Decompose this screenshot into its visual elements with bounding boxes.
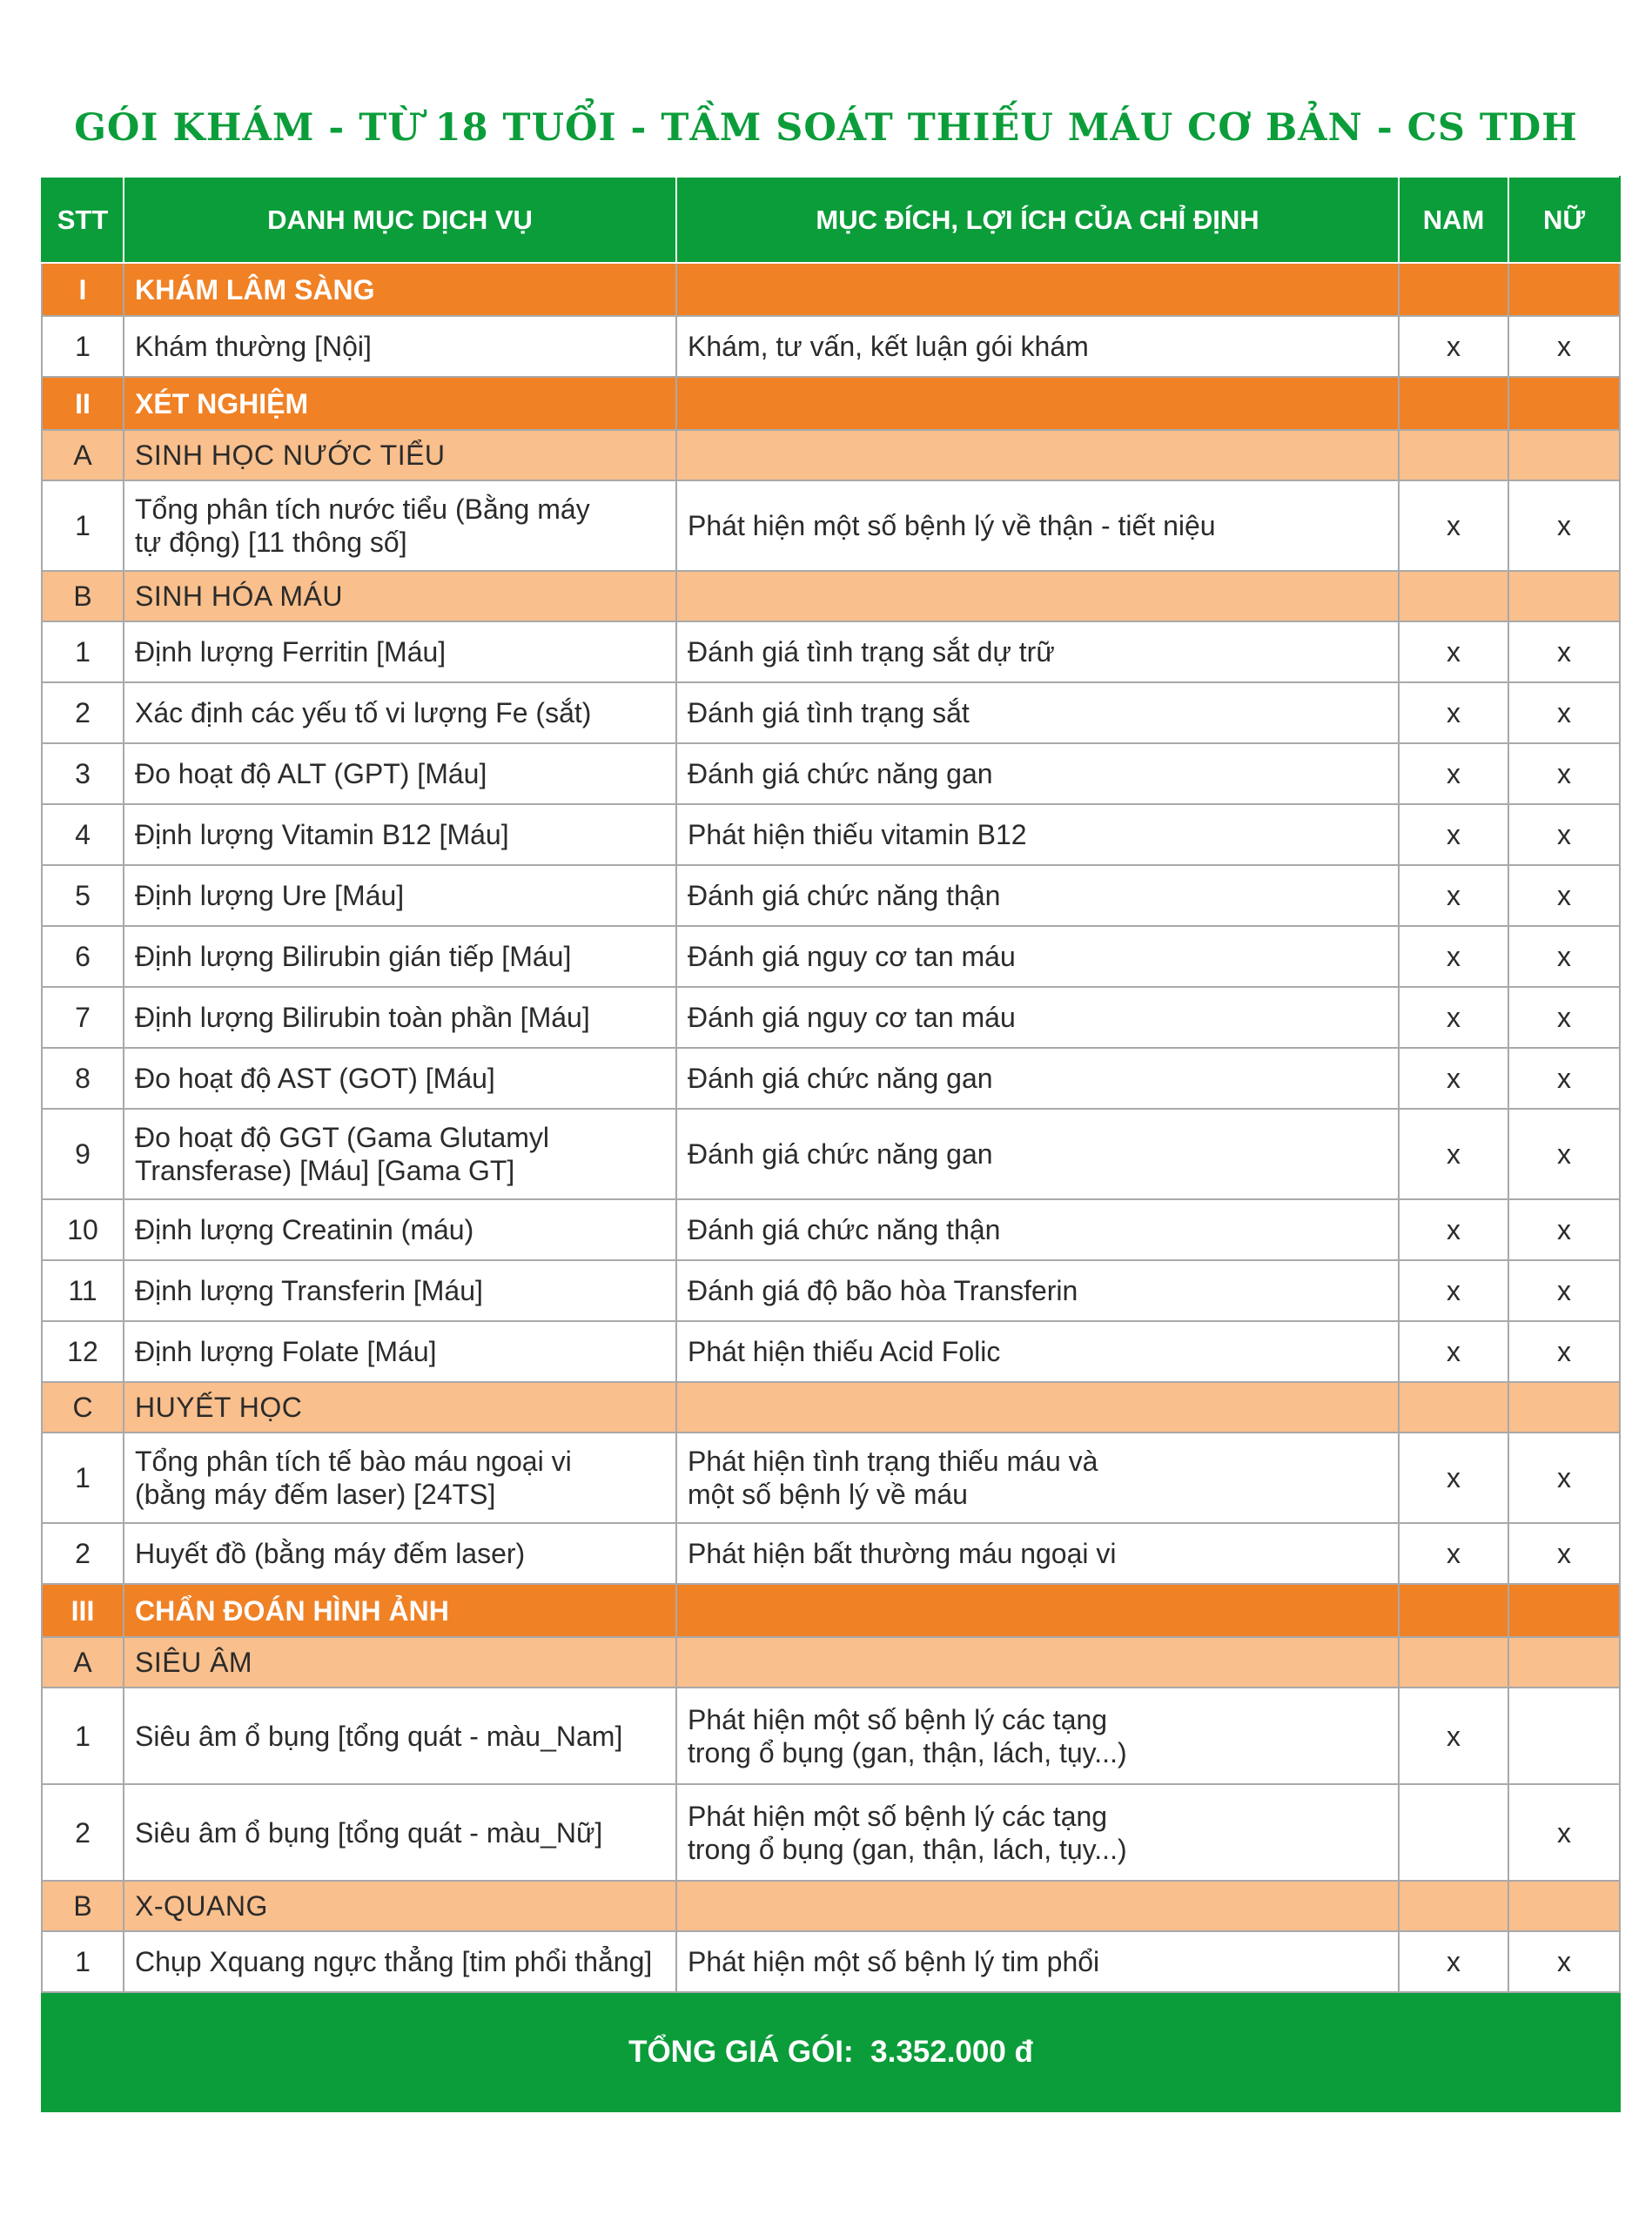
female-mark: x bbox=[1508, 1321, 1620, 1382]
service-purpose: Phát hiện bất thường máu ngoại vi bbox=[676, 1523, 1399, 1584]
female-mark: x bbox=[1508, 1523, 1620, 1584]
service-name: Đo hoạt độ AST (GOT) [Máu] bbox=[124, 1048, 676, 1109]
service-purpose: Đánh giá nguy cơ tan máu bbox=[676, 926, 1399, 987]
service-purpose bbox=[676, 1784, 1399, 1881]
table-row bbox=[42, 1109, 1620, 1199]
service-purpose: Đánh giá chức năng gan bbox=[676, 743, 1399, 804]
page-title: GÓI KHÁM - TỪ 18 TUỔI - TẦM SOÁT THIẾU MÁU CƠ BẢN - CS TDH bbox=[74, 106, 1578, 150]
service-name: Định lượng Bilirubin gián tiếp [Máu] bbox=[124, 926, 676, 987]
male-mark: x bbox=[1399, 1523, 1508, 1584]
male-mark: x bbox=[1399, 804, 1508, 865]
subsection-title: SIÊU ÂM bbox=[124, 1637, 676, 1688]
service-purpose: Đánh giá chức năng gan bbox=[676, 1109, 1399, 1199]
row-index: 3 bbox=[42, 743, 124, 804]
section-row bbox=[42, 263, 1620, 316]
female-mark: x bbox=[1508, 682, 1620, 743]
female-mark: x bbox=[1508, 743, 1620, 804]
service-purpose: Đánh giá chức năng thận bbox=[676, 1199, 1399, 1260]
row-index: 2 bbox=[42, 682, 124, 743]
package-table bbox=[41, 176, 1621, 2112]
service-purpose: Khám, tư vấn, kết luận gói khám bbox=[676, 316, 1399, 377]
service-purpose-line: trong ổ bụng (gan, thận, lách, tụy...) bbox=[688, 1833, 1127, 1865]
service-purpose: Đánh giá tình trạng sắt bbox=[676, 682, 1399, 743]
female-mark: x bbox=[1508, 1199, 1620, 1260]
table-row bbox=[42, 1321, 1620, 1382]
service-purpose-line: Phát hiện một số bệnh lý các tạng bbox=[688, 1703, 1108, 1735]
male-mark bbox=[1399, 1784, 1508, 1881]
row-index: 1 bbox=[42, 1433, 124, 1523]
header-purpose: MỤC ĐÍCH, LỢI ÍCH CỦA CHỈ ĐỊNH bbox=[676, 177, 1399, 263]
row-index: 6 bbox=[42, 926, 124, 987]
row-index: C bbox=[42, 1382, 124, 1433]
table-row bbox=[42, 743, 1620, 804]
female-mark: x bbox=[1508, 926, 1620, 987]
subsection-title: SINH HÓA MÁU bbox=[124, 571, 676, 621]
service-name-line: tự động) [11 thông số] bbox=[135, 527, 407, 558]
service-name-line: Transferase) [Máu] [Gama GT] bbox=[135, 1155, 515, 1186]
row-index: 1 bbox=[42, 1931, 124, 1992]
table-row bbox=[42, 804, 1620, 865]
service-purpose: Đánh giá chức năng gan bbox=[676, 1048, 1399, 1109]
table-row bbox=[42, 316, 1620, 377]
table-row bbox=[42, 987, 1620, 1048]
service-name-line: (bằng máy đếm laser) [24TS] bbox=[135, 1479, 496, 1510]
section-title: XÉT NGHIỆM bbox=[124, 377, 676, 430]
total-label: TỔNG GIÁ GÓI: bbox=[628, 2034, 854, 2069]
service-name: Định lượng Creatinin (máu) bbox=[124, 1199, 676, 1260]
empty-cell bbox=[676, 430, 1399, 480]
row-index: B bbox=[42, 1881, 124, 1931]
header-male: NAM bbox=[1399, 177, 1508, 263]
subsection-title: X-QUANG bbox=[124, 1881, 676, 1931]
service-name: Siêu âm ổ bụng [tổng quát - màu_Nữ] bbox=[124, 1784, 676, 1881]
row-index: III bbox=[42, 1584, 124, 1637]
empty-cell bbox=[1508, 1881, 1620, 1931]
row-index: 10 bbox=[42, 1199, 124, 1260]
row-index: 1 bbox=[42, 480, 124, 571]
male-mark: x bbox=[1399, 316, 1508, 377]
section-title: KHÁM LÂM SÀNG bbox=[124, 263, 676, 316]
service-purpose: Đánh giá chức năng thận bbox=[676, 865, 1399, 926]
empty-cell bbox=[676, 571, 1399, 621]
row-index: 2 bbox=[42, 1523, 124, 1584]
empty-cell bbox=[1508, 1637, 1620, 1688]
row-index: 11 bbox=[42, 1260, 124, 1321]
service-name-line: Đo hoạt độ GGT (Gama Glutamyl bbox=[135, 1122, 550, 1153]
female-mark: x bbox=[1508, 1109, 1620, 1199]
row-index: 7 bbox=[42, 987, 124, 1048]
table-row bbox=[42, 1784, 1620, 1881]
female-mark bbox=[1508, 1688, 1620, 1784]
table-row bbox=[42, 621, 1620, 682]
row-index: 5 bbox=[42, 865, 124, 926]
male-mark: x bbox=[1399, 1688, 1508, 1784]
header-stt: STT bbox=[42, 177, 124, 263]
empty-cell bbox=[1399, 263, 1508, 316]
table-header-row bbox=[42, 177, 1620, 263]
row-index: II bbox=[42, 377, 124, 430]
empty-cell bbox=[1399, 1881, 1508, 1931]
section-row bbox=[42, 1584, 1620, 1637]
female-mark: x bbox=[1508, 480, 1620, 571]
row-index: 4 bbox=[42, 804, 124, 865]
empty-cell bbox=[676, 1881, 1399, 1931]
empty-cell bbox=[676, 1382, 1399, 1433]
male-mark: x bbox=[1399, 621, 1508, 682]
female-mark: x bbox=[1508, 621, 1620, 682]
female-mark: x bbox=[1508, 987, 1620, 1048]
row-index: 9 bbox=[42, 1109, 124, 1199]
row-index: 8 bbox=[42, 1048, 124, 1109]
table-row bbox=[42, 1523, 1620, 1584]
service-name: Huyết đồ (bằng máy đếm laser) bbox=[124, 1523, 676, 1584]
service-name bbox=[124, 1109, 676, 1199]
row-index: 1 bbox=[42, 316, 124, 377]
table-row bbox=[42, 682, 1620, 743]
table-row bbox=[42, 480, 1620, 571]
service-purpose: Phát hiện một số bệnh lý tim phổi bbox=[676, 1931, 1399, 1992]
service-name: Định lượng Vitamin B12 [Máu] bbox=[124, 804, 676, 865]
header-female: NỮ bbox=[1508, 177, 1620, 263]
service-name: Đo hoạt độ ALT (GPT) [Máu] bbox=[124, 743, 676, 804]
empty-cell bbox=[1399, 1382, 1508, 1433]
service-name: Định lượng Bilirubin toàn phần [Máu] bbox=[124, 987, 676, 1048]
subsection-row bbox=[42, 1637, 1620, 1688]
empty-cell bbox=[676, 1637, 1399, 1688]
female-mark: x bbox=[1508, 1433, 1620, 1523]
header-service: DANH MỤC DỊCH VỤ bbox=[124, 177, 676, 263]
table-row bbox=[42, 1199, 1620, 1260]
empty-cell bbox=[1508, 571, 1620, 621]
male-mark: x bbox=[1399, 480, 1508, 571]
row-index: B bbox=[42, 571, 124, 621]
section-row bbox=[42, 377, 1620, 430]
service-name bbox=[124, 1433, 676, 1523]
service-purpose: Đánh giá tình trạng sắt dự trữ bbox=[676, 621, 1399, 682]
male-mark: x bbox=[1399, 1433, 1508, 1523]
male-mark: x bbox=[1399, 1109, 1508, 1199]
service-purpose: Phát hiện thiếu vitamin B12 bbox=[676, 804, 1399, 865]
empty-cell bbox=[1508, 1382, 1620, 1433]
service-name: Khám thường [Nội] bbox=[124, 316, 676, 377]
male-mark: x bbox=[1399, 743, 1508, 804]
service-name bbox=[124, 480, 676, 571]
subsection-title: SINH HỌC NƯỚC TIỂU bbox=[124, 430, 676, 480]
service-name: Định lượng Ferritin [Máu] bbox=[124, 621, 676, 682]
male-mark: x bbox=[1399, 865, 1508, 926]
service-name-line: Tổng phân tích nước tiểu (Bằng máy bbox=[135, 493, 590, 525]
total-price bbox=[42, 1992, 1620, 2111]
subsection-row bbox=[42, 571, 1620, 621]
subsection-row bbox=[42, 1881, 1620, 1931]
total-value: 3.352.000 đ bbox=[870, 2034, 1033, 2069]
table-row bbox=[42, 926, 1620, 987]
empty-cell bbox=[1399, 1637, 1508, 1688]
female-mark: x bbox=[1508, 1260, 1620, 1321]
service-purpose bbox=[676, 1433, 1399, 1523]
empty-cell bbox=[1508, 377, 1620, 430]
male-mark: x bbox=[1399, 987, 1508, 1048]
male-mark: x bbox=[1399, 682, 1508, 743]
table-row bbox=[42, 1688, 1620, 1784]
empty-cell bbox=[1508, 1584, 1620, 1637]
service-purpose-line: trong ổ bụng (gan, thận, lách, tụy...) bbox=[688, 1736, 1127, 1768]
row-index: 1 bbox=[42, 621, 124, 682]
table-row bbox=[42, 1048, 1620, 1109]
empty-cell bbox=[1508, 430, 1620, 480]
male-mark: x bbox=[1399, 1260, 1508, 1321]
empty-cell bbox=[1399, 377, 1508, 430]
empty-cell bbox=[676, 1584, 1399, 1637]
empty-cell bbox=[676, 377, 1399, 430]
male-mark: x bbox=[1399, 1931, 1508, 1992]
service-name: Định lượng Ure [Máu] bbox=[124, 865, 676, 926]
service-name: Siêu âm ổ bụng [tổng quát - màu_Nam] bbox=[124, 1688, 676, 1784]
male-mark: x bbox=[1399, 1199, 1508, 1260]
service-name: Chụp Xquang ngực thẳng [tim phổi thẳng] bbox=[124, 1931, 676, 1992]
row-index: 1 bbox=[42, 1688, 124, 1784]
empty-cell bbox=[1508, 263, 1620, 316]
subsection-row bbox=[42, 430, 1620, 480]
row-index: 2 bbox=[42, 1784, 124, 1881]
service-purpose: Phát hiện một số bệnh lý về thận - tiết niệu bbox=[676, 480, 1399, 571]
empty-cell bbox=[676, 263, 1399, 316]
service-purpose-line: Phát hiện tình trạng thiếu máu và bbox=[688, 1446, 1098, 1477]
male-mark: x bbox=[1399, 926, 1508, 987]
table-row bbox=[42, 865, 1620, 926]
male-mark: x bbox=[1399, 1321, 1508, 1382]
female-mark: x bbox=[1508, 865, 1620, 926]
row-index: A bbox=[42, 430, 124, 480]
table-row bbox=[42, 1433, 1620, 1523]
subsection-row bbox=[42, 1382, 1620, 1433]
service-name-line: Tổng phân tích tế bào máu ngoại vi bbox=[135, 1446, 572, 1477]
row-index: 12 bbox=[42, 1321, 124, 1382]
table-row bbox=[42, 1931, 1620, 1992]
service-name: Định lượng Transferin [Máu] bbox=[124, 1260, 676, 1321]
service-purpose-line: Phát hiện một số bệnh lý các tạng bbox=[688, 1800, 1108, 1832]
empty-cell bbox=[1399, 430, 1508, 480]
service-purpose: Đánh giá nguy cơ tan máu bbox=[676, 987, 1399, 1048]
service-purpose: Phát hiện thiếu Acid Folic bbox=[676, 1321, 1399, 1382]
female-mark: x bbox=[1508, 804, 1620, 865]
service-purpose: Đánh giá độ bão hòa Transferin bbox=[676, 1260, 1399, 1321]
table-row bbox=[42, 1260, 1620, 1321]
male-mark: x bbox=[1399, 1048, 1508, 1109]
service-name: Định lượng Folate [Máu] bbox=[124, 1321, 676, 1382]
row-index: I bbox=[42, 263, 124, 316]
empty-cell bbox=[1399, 1584, 1508, 1637]
female-mark: x bbox=[1508, 1784, 1620, 1881]
total-row bbox=[42, 1992, 1620, 2111]
female-mark: x bbox=[1508, 1048, 1620, 1109]
female-mark: x bbox=[1508, 1931, 1620, 1992]
empty-cell bbox=[1399, 571, 1508, 621]
row-index: A bbox=[42, 1637, 124, 1688]
section-title: CHẨN ĐOÁN HÌNH ẢNH bbox=[124, 1584, 676, 1637]
service-purpose bbox=[676, 1688, 1399, 1784]
service-name: Xác định các yếu tố vi lượng Fe (sắt) bbox=[124, 682, 676, 743]
female-mark: x bbox=[1508, 316, 1620, 377]
service-purpose-line: một số bệnh lý về máu bbox=[688, 1479, 968, 1510]
subsection-title: HUYẾT HỌC bbox=[124, 1382, 676, 1433]
